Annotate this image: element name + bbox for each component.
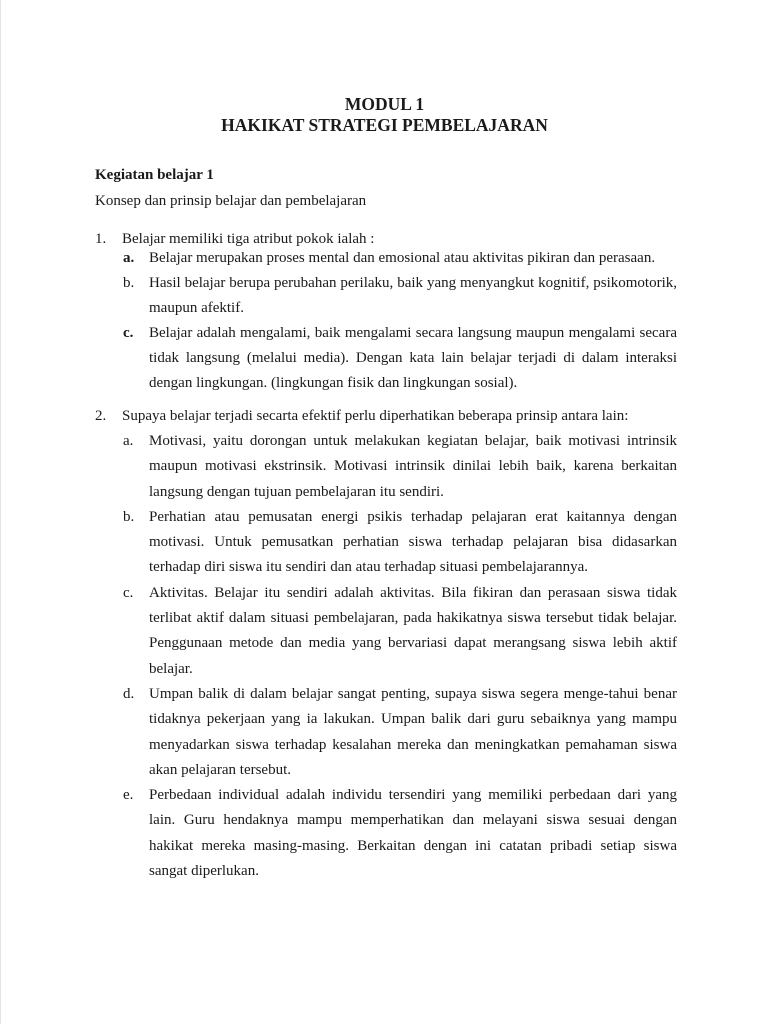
module-title <box>1 94 768 136</box>
list-item <box>123 321 677 396</box>
list-intro-text: Supaya belajar terjadi secarta efektif perlu diperhatikan beberapa prinsip antara lain: <box>122 408 629 424</box>
list-item-label: c. <box>123 584 134 601</box>
list-principles-items <box>123 429 677 884</box>
list-item-label: a. <box>123 433 134 449</box>
list-principles-intro <box>95 406 677 426</box>
list-intro-text: Belajar memiliki tiga atribut pokok ialah : <box>122 231 375 247</box>
list-attributes-items <box>123 249 677 396</box>
section-subtitle: Konsep dan prinsip belajar dan pembelajaran <box>95 193 367 209</box>
list-item-text: Aktivitas. Belajar itu sendiri adalah aktivitas. Bila fikiran dan perasaan siswa tidak terlibat aktif dalam situasi pembelajaran, pada hakikatnya siswa tersebut tidak belajar. Penggunaan metode dan media yang bervariasi dapat merangsang siswa lebih aktif belajar. <box>149 584 677 677</box>
list-item <box>123 271 677 321</box>
list-item <box>123 682 677 783</box>
list-item-text: Belajar adalah mengalami, baik mengalami secara langsung maupun mengalami secara tidak langsung (melalui media). Dengan kata lain belajar terjadi di dalam interaksi dengan lingkungan. (lingkungan fisik dan lingkungan sosial). <box>149 325 677 391</box>
list-item-text: Hasil belajar berupa perubahan perilaku, baik yang menyangkut kognitif, psikomotorik, maupun afektif. <box>149 275 677 316</box>
list-item-label: b. <box>123 508 135 525</box>
module-title-line1: MODUL 1 <box>344 94 425 114</box>
module-title-line2: HAKIKAT STRATEGI PEMBELAJARAN <box>221 115 548 135</box>
list-item-label: e. <box>123 787 134 804</box>
list-attributes-intro <box>95 229 677 249</box>
list-item-text: Perbedaan individual adalah individu tersendiri yang memiliki perbedaan dari yang lain. Guru hendaknya mampu memperhatikan dan melayani siswa sesuai dengan hakikat mereka masing-masing. Berkaitan dengan ini catatan pribadi setiap siswa sangat diperlukan. <box>149 787 677 880</box>
list-number: 1. <box>95 231 107 247</box>
list-attributes <box>95 229 677 396</box>
list-item-text: Perhatian atau pemusatan energi psikis terhadap pelajaran erat kaitannya dengan motivasi. Untuk pemusatkan perhatian siswa terhadap pelajaran bisa didasarkan terhadap diri siswa itu sendiri dan atau terhadap situasi pembelajarannya. <box>149 508 677 576</box>
list-item <box>123 429 677 505</box>
list-item <box>123 249 677 267</box>
list-item-text: Motivasi, yaitu dorongan untuk melakukan kegiatan belajar, baik motivasi intrinsik maupun motivasi ekstrinsik. Motivasi intrinsik dinilai lebih baik, karena berkaitan langsung dengan tujuan pembelajaran itu sendiri. <box>149 433 677 500</box>
list-item-text: Belajar merupakan proses mental dan emosional atau aktivitas pikiran dan perasaan. <box>149 250 656 266</box>
list-item <box>123 783 677 884</box>
section-heading: Kegiatan belajar 1 <box>95 167 214 183</box>
list-item-label: c. <box>123 325 134 341</box>
list-item-label: a. <box>123 250 135 266</box>
list-item-text: Umpan balik di dalam belajar sangat penting, supaya siswa segera menge-tahui benar tidaknya pekerjaan yang ia lakukan. Umpan balik dari guru sebaiknya yang mampu menyadarkan siswa terhadap kesalahan mereka dan meningkatkan pemahaman siswa akan pelajaran tersebut. <box>149 685 677 778</box>
list-item-label: b. <box>123 275 135 291</box>
list-principles <box>95 406 677 884</box>
list-item-label: d. <box>123 685 135 702</box>
list-number: 2. <box>95 408 107 424</box>
list-item <box>123 581 677 682</box>
list-item <box>123 505 677 581</box>
